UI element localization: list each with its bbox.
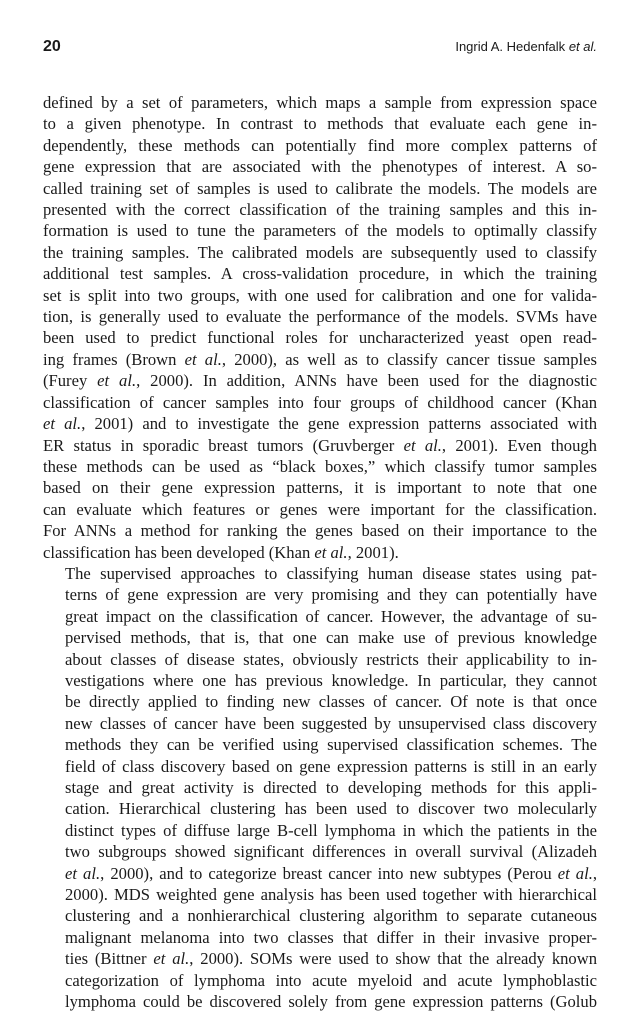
text-line: tion, is generally used to evaluate the performance of the models. SVMs have (43, 307, 597, 327)
text-line: these methods can be used as “black boxes,” which classify tumor samples (43, 456, 597, 476)
text-line: great impact on the classification of cancer. However, the advantage of su- (65, 606, 597, 626)
text-line: ties (Bittner et al., 2000). SOMs were used to show that the already known (65, 949, 598, 969)
running-head (455, 39, 597, 54)
text-line: distinct types of diffuse large B-cell lymphoma in which the patients in the (65, 820, 597, 840)
text-line: be directly applied to finding new classes of cancer. Of note is that once (65, 692, 597, 712)
text-line: pervised methods, that is, that one can make use of previous knowledge (65, 628, 597, 648)
paragraph (43, 563, 597, 1012)
text-line: methods they can be verified using supervised classification schemes. The (65, 735, 597, 755)
running-head-etal: et al. (568, 39, 597, 54)
body-text (43, 92, 597, 1012)
text-line: the training samples. The calibrated models are subsequently used to classify (43, 242, 597, 262)
text-line: new classes of cancer have been suggested by unsupervised class discovery (65, 713, 597, 733)
text-line: et al., 2000), and to categorize breast cancer into new subtypes (Perou et al., (65, 863, 598, 883)
paragraph (43, 92, 597, 563)
text-line: lymphoma could be discovered solely from gene expression patterns (Golub (65, 992, 597, 1012)
text-line: The supervised approaches to classifying human disease states using pat- (65, 563, 597, 583)
text-line: field of class discovery based on gene expression patterns is still in an early (65, 756, 597, 776)
text-line: can evaluate which features or genes were important for the classification. (43, 499, 597, 519)
text-line: 2000). MDS weighted gene analysis has been used together with hierarchical (65, 885, 597, 905)
text-line: terns of gene expression are very promising and they can potentially have (65, 585, 597, 605)
text-line: gene expression that are associated with the phenotypes of interest. A so- (43, 157, 597, 177)
text-line: to a given phenotype. In contrast to methods that evaluate each gene in- (43, 114, 597, 134)
text-line: classification has been developed (Khan et al., 2001). (43, 542, 399, 562)
text-line: ER status in sporadic breast tumors (Gruvberger et al., 2001). Even though (43, 435, 597, 455)
page-number: 20 (43, 38, 61, 55)
page-header (43, 38, 597, 58)
running-head-author: Ingrid A. Hedenfalk (455, 39, 566, 54)
text-line: additional test samples. A cross-validation procedure, in which the training (43, 264, 597, 284)
text-line: vestigations where one has previous knowledge. In particular, they cannot (65, 670, 597, 690)
text-line: malignant melanoma into two classes that differ in their invasive proper- (65, 927, 597, 947)
text-line: set is split into two groups, with one used for calibration and one for valida- (43, 285, 597, 305)
text-line: called training set of samples is used to calibrate the models. The models are (43, 178, 597, 198)
text-line: presented with the correct classification of the training samples and this in- (43, 200, 597, 220)
text-line: been used to predict functional roles for uncharacterized yeast open read- (43, 328, 597, 348)
text-line: formation is used to tune the parameters of the models to optimally classify (43, 221, 597, 241)
text-line: categorization of lymphoma into acute myeloid and acute lymphoblastic (65, 970, 597, 990)
text-line: about classes of disease states, obviously restricts their applicability to in- (65, 649, 597, 669)
text-line: stage and great activity is directed to developing methods for this appli- (65, 778, 597, 797)
text-line: ing frames (Brown et al., 2000), as well as to classify cancer tissue samples (43, 349, 597, 369)
text-line: et al., 2001) and to investigate the gene expression patterns associated with (43, 414, 597, 434)
text-line: classification of cancer samples into four groups of childhood cancer (Khan (43, 392, 597, 412)
text-line: (Furey et al., 2000). In addition, ANNs have been used for the diagnostic (43, 371, 597, 391)
text-line: based on their gene expression patterns, it is important to note that one (43, 478, 597, 498)
text-line: dependently, these methods can potentially find more complex patterns of (43, 135, 597, 155)
text-line: For ANNs a method for ranking the genes based on their importance to the (43, 521, 597, 541)
text-line: two subgroups showed significant differences in overall survival (Alizadeh (65, 842, 597, 862)
text-line: clustering and a nonhierarchical clustering algorithm to separate cutaneous (65, 906, 597, 926)
text-line: cation. Hierarchical clustering has been used to discover two molecularly (65, 799, 597, 819)
text-line: defined by a set of parameters, which maps a sample from expression space (43, 93, 597, 112)
